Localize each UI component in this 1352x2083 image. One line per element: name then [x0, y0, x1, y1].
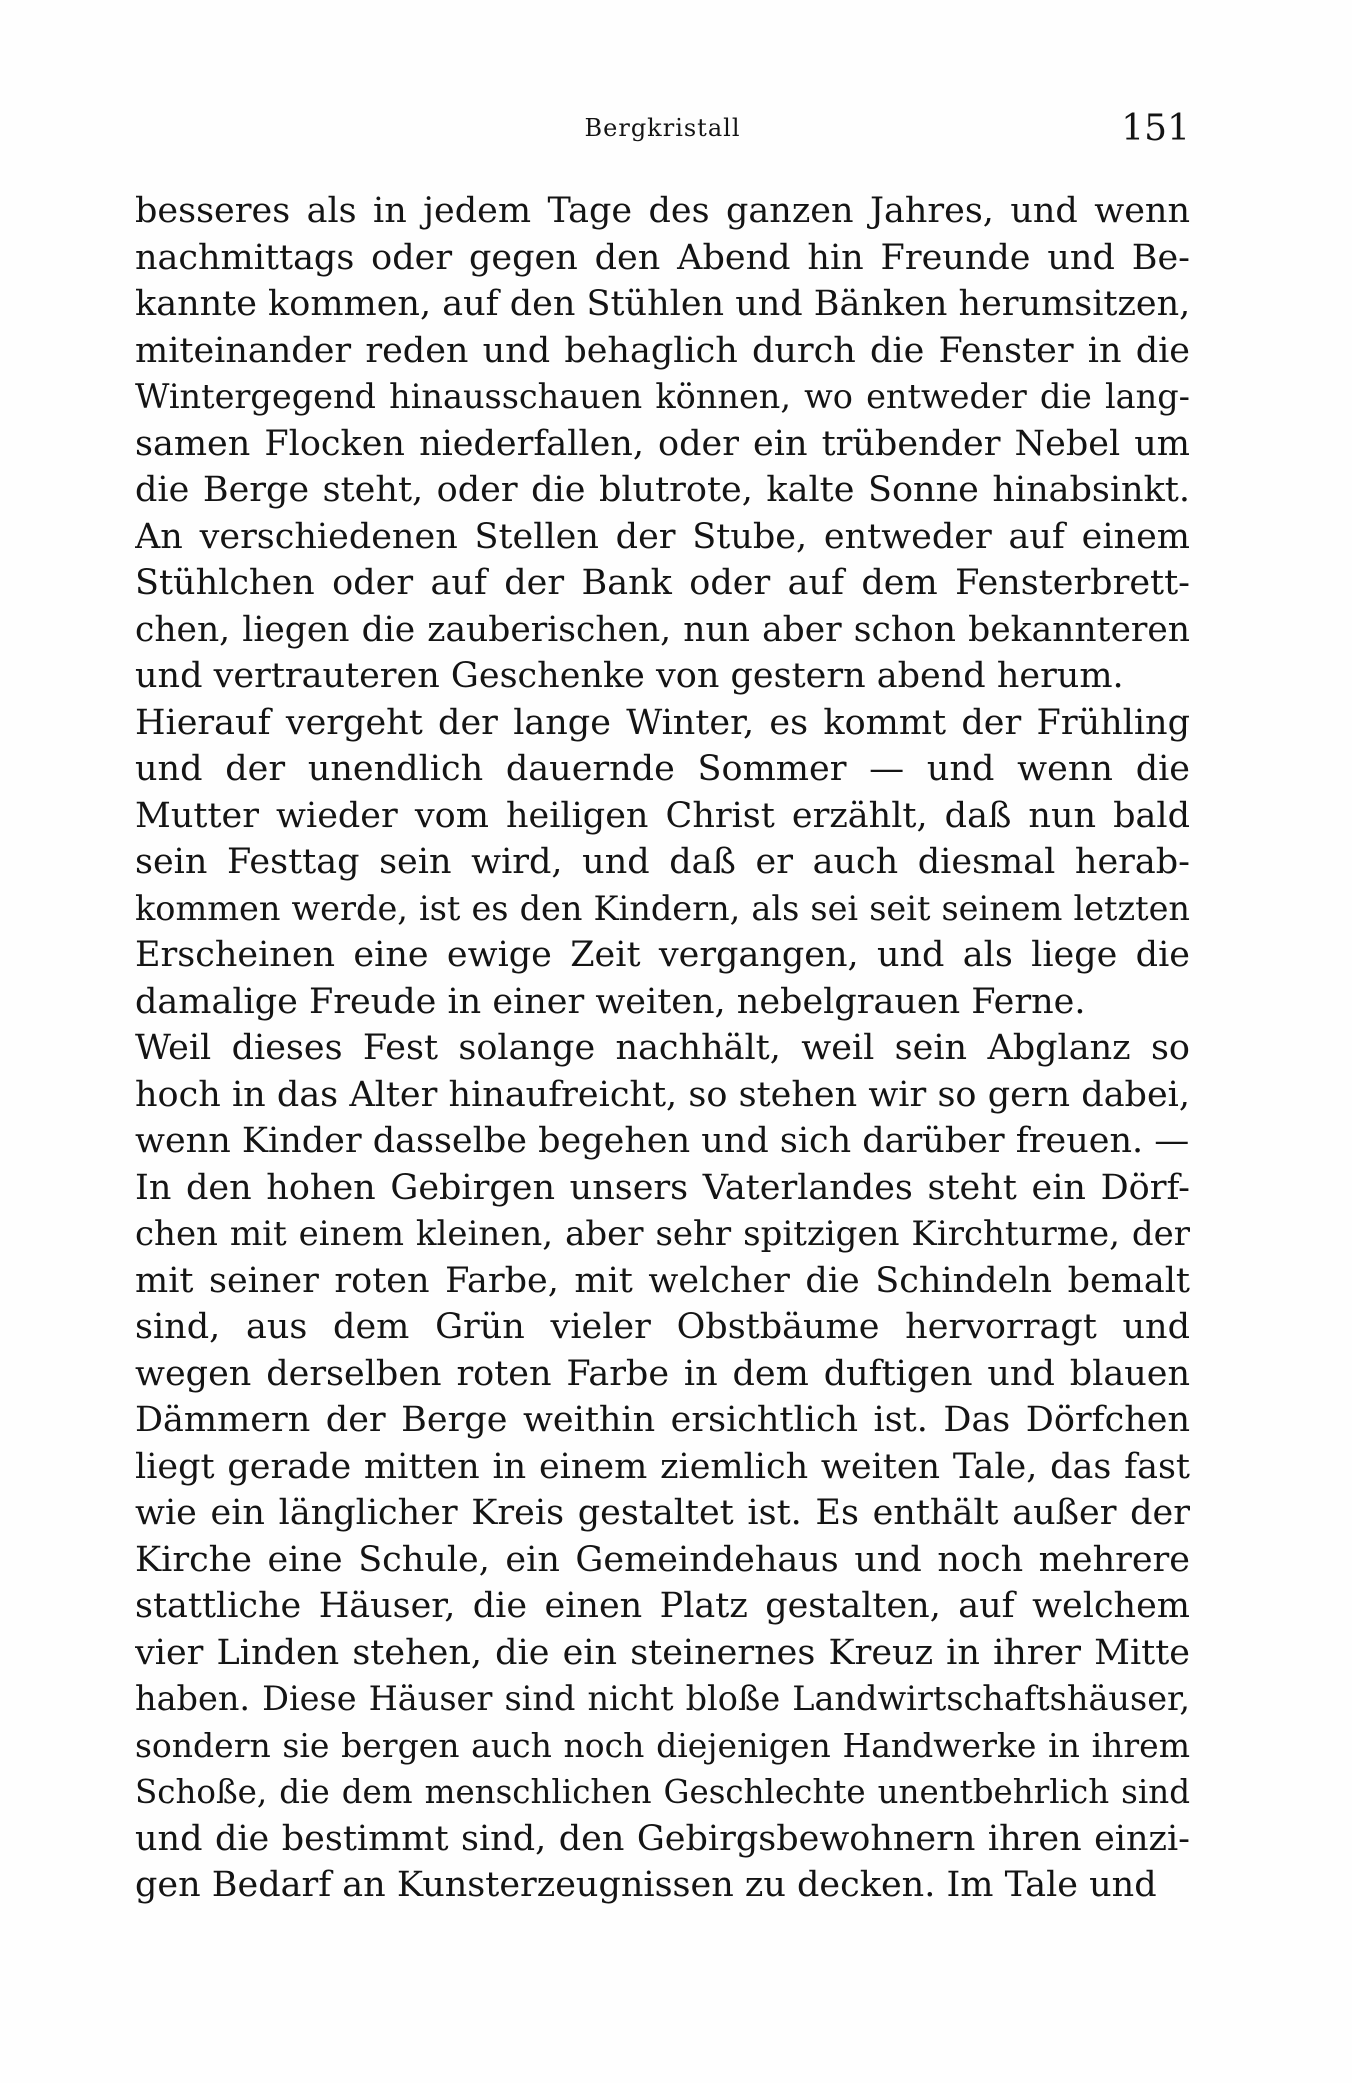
text-line: An verschiedenen Stellen der Stube, entweder auf einem [135, 516, 1190, 557]
text-line: mit seiner roten Farbe, mit welcher die Schindeln bemalt [135, 1260, 1190, 1301]
text-line: wegen derselben roten Farbe in dem duftigen und blauen [135, 1353, 1190, 1394]
text-line: In den hohen Gebirgen unsers Vaterlandes steht ein Dörf- [135, 1167, 1190, 1208]
text-line: sondern sie bergen auch noch diejenigen Handwerke in ihrem [135, 1725, 1190, 1765]
text-line: wie ein länglicher Kreis gestaltet ist. Es enthält außer der [135, 1493, 1190, 1533]
text-line: nachmittags oder gegen den Abend hin Freunde und Be- [135, 237, 1190, 278]
text-line: sein Festtag sein wird, und daß er auch diesmal herab- [135, 842, 1190, 882]
text-line: haben. Diese Häuser sind nicht bloße Landwirtschaftshäuser, [135, 1679, 1190, 1718]
text-line: chen, liegen die zauberischen, nun aber schon bekannteren [135, 609, 1190, 650]
text-line: Weil dieses Fest solange nachhält, weil sein Abglanz so [135, 1028, 1190, 1068]
text-line: Mutter wieder vom heiligen Christ erzählt, daß nun bald [135, 795, 1190, 836]
text-line: vier Linden stehen, die ein steinernes Kreuz in ihrer Mitte [135, 1632, 1190, 1673]
text-line: und der unendlich dauernde Sommer — und wenn die [135, 749, 1190, 789]
text-line: und vertrauteren Geschenke von gestern abend herum. [135, 656, 1124, 696]
text-line: miteinander reden und behaglich durch die Fenster in die [135, 330, 1190, 371]
page-header [135, 108, 1190, 158]
text-line: Erscheinen eine ewige Zeit vergangen, und als liege die [135, 935, 1190, 975]
text-line: kannte kommen, auf den Stühlen und Bänken herumsitzen, [135, 284, 1190, 324]
text-line: gen Bedarf an Kunsterzeugnissen zu decken. Im Tale und [135, 1865, 1157, 1905]
text-line: Hierauf vergeht der lange Winter, es kommt der Frühling [135, 702, 1190, 743]
text-line: wenn Kinder dasselbe begehen und sich darüber freuen. — [135, 1121, 1190, 1161]
text-line: stattliche Häuser, die einen Platz gestalten, auf welchem [135, 1586, 1190, 1626]
text-line: hoch in das Alter hinaufreicht, so stehen wir so gern dabei, [135, 1074, 1190, 1115]
text-line: kommen werde, ist es den Kindern, als sei seit seinem letzten [135, 888, 1190, 928]
text-line: Wintergegend hinausschauen können, wo entweder die lang- [135, 377, 1190, 416]
text-line: damalige Freude in einer weiten, nebelgrauen Ferne. [135, 981, 1086, 1022]
text-line: Kirche eine Schule, ein Gemeindehaus und noch mehrere [135, 1539, 1190, 1580]
text-line: die Berge steht, oder die blutrote, kalte Sonne hinabsinkt. [135, 470, 1190, 510]
text-line: liegt gerade mitten in einem ziemlich weiten Tale, das fast [135, 1446, 1190, 1487]
text-line: Schoße, die dem menschlichen Geschlechte unentbehrlich sind [135, 1773, 1190, 1811]
text-line: besseres als in jedem Tage des ganzen Jahres, und wenn [135, 191, 1190, 231]
page-number: 151 [1121, 108, 1190, 149]
text-line: Stühlchen oder auf der Bank oder auf dem Fensterbrett- [135, 563, 1190, 603]
text-line: samen Flocken niederfallen, oder ein trübender Nebel um [135, 423, 1190, 464]
text-line: Dämmern der Berge weithin ersichtlich ist. Das Dörfchen [135, 1400, 1190, 1440]
running-head: Bergkristall [584, 114, 741, 142]
text-line: sind, aus dem Grün vieler Obstbäume hervorragt und [135, 1307, 1190, 1347]
text-line: chen mit einem kleinen, aber sehr spitzigen Kirchturme, der [135, 1214, 1190, 1254]
body-text [135, 188, 1190, 1909]
text-line: und die bestimmt sind, den Gebirgsbewohnern ihren einzi- [135, 1818, 1190, 1859]
